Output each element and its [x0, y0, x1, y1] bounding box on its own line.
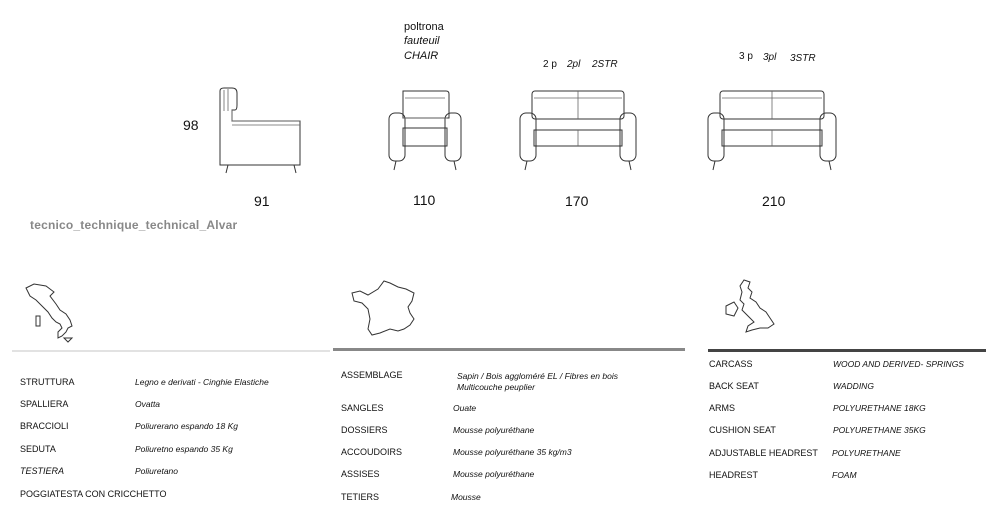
- chair-label-fr: fauteuil: [404, 35, 440, 47]
- three-seat-width-dimension: 210: [762, 193, 786, 209]
- two-seat-label-en: 2STR: [592, 59, 618, 70]
- english-row-label: ARMS: [709, 403, 736, 413]
- english-row-label: ADJUSTABLE HEADREST: [709, 448, 818, 458]
- france-map-icon: [350, 279, 420, 339]
- italian-row-label: SEDUTA: [20, 444, 56, 454]
- italian-divider: [12, 350, 330, 352]
- english-row-value: FOAM: [832, 470, 857, 480]
- italian-row-label: BRACCIOLI: [20, 421, 69, 431]
- three-seat-label-fr: 3pl: [763, 52, 777, 63]
- english-row-value: POLYURETHANE 18KG: [833, 403, 926, 413]
- two-seat-label-it: 2 p: [543, 59, 557, 70]
- three-seat-label-en: 3STR: [790, 53, 816, 64]
- chair-label-it: poltrona: [404, 21, 444, 33]
- english-row-value: WADDING: [833, 381, 874, 391]
- french-row-value: Mousse polyuréthane 35 kg/m3: [453, 447, 572, 457]
- french-divider: [333, 348, 685, 351]
- italian-row-label: STRUTTURA: [20, 377, 75, 387]
- height-dimension: 98: [183, 117, 199, 133]
- french-row-label: ASSEMBLAGE: [341, 370, 403, 380]
- chair-width-dimension: 110: [413, 192, 436, 208]
- english-row-value: POLYURETHANE 35KG: [833, 425, 926, 435]
- french-row-value: Mousse: [451, 492, 481, 502]
- page-title: tecnico_technique_technical_Alvar: [30, 218, 238, 232]
- two-seat-front-drawing: [518, 88, 638, 173]
- english-row-label: CARCASS: [709, 359, 753, 369]
- italy-map-icon: [24, 282, 84, 342]
- italian-row-label: SPALLIERA: [20, 399, 69, 409]
- english-row-label: CUSHION SEAT: [709, 425, 776, 435]
- italian-row-value: Poliuretano: [135, 466, 179, 476]
- chair-label-en: CHAIR: [404, 50, 439, 62]
- chair-front-drawing: [387, 88, 462, 173]
- english-row-value: WOOD AND DERIVED- SPRINGS: [833, 359, 964, 369]
- french-row-value: Mousse polyuréthane: [453, 469, 535, 479]
- french-row-label: TETIERS: [341, 492, 380, 502]
- english-divider: [708, 349, 986, 352]
- french-row-value: Mousse polyuréthane: [453, 425, 535, 435]
- italian-row-value: Poliuretno espando 35 Kg: [135, 444, 233, 454]
- italian-row-value: Poliurerano espando 18 Kg: [135, 421, 239, 431]
- side-width-dimension: 91: [254, 193, 270, 209]
- english-row-value: POLYURETHANE: [832, 448, 901, 458]
- english-row-label: BACK SEAT: [709, 381, 759, 391]
- three-seat-label-it: 3 p: [739, 51, 753, 62]
- uk-map-icon: [720, 278, 780, 338]
- english-row-label: HEADREST: [709, 470, 759, 480]
- italian-row-value: Ovatta: [135, 399, 161, 409]
- french-row-label: SANGLES: [341, 403, 384, 413]
- italian-row-label: TESTIERA: [20, 466, 65, 476]
- italian-row-label: POGGIATESTA CON CRICCHETTO: [20, 489, 167, 499]
- french-row-value: Sapin / Bois aggloméré EL / Fibres en bois: [457, 371, 618, 381]
- two-seat-width-dimension: 170: [565, 193, 589, 209]
- french-row-label: ASSISES: [341, 469, 380, 479]
- french-row-value-2: Multicouche peuplier: [457, 382, 535, 392]
- side-view-drawing: [210, 85, 310, 175]
- two-seat-label-fr: 2pl: [567, 59, 581, 70]
- french-row-label: ACCOUDOIRS: [341, 447, 403, 457]
- french-row-label: DOSSIERS: [341, 425, 388, 435]
- french-row-value: Ouate: [453, 403, 477, 413]
- italian-row-value: Legno e derivati - Cinghie Elastiche: [135, 377, 269, 387]
- three-seat-front-drawing: [706, 88, 836, 173]
